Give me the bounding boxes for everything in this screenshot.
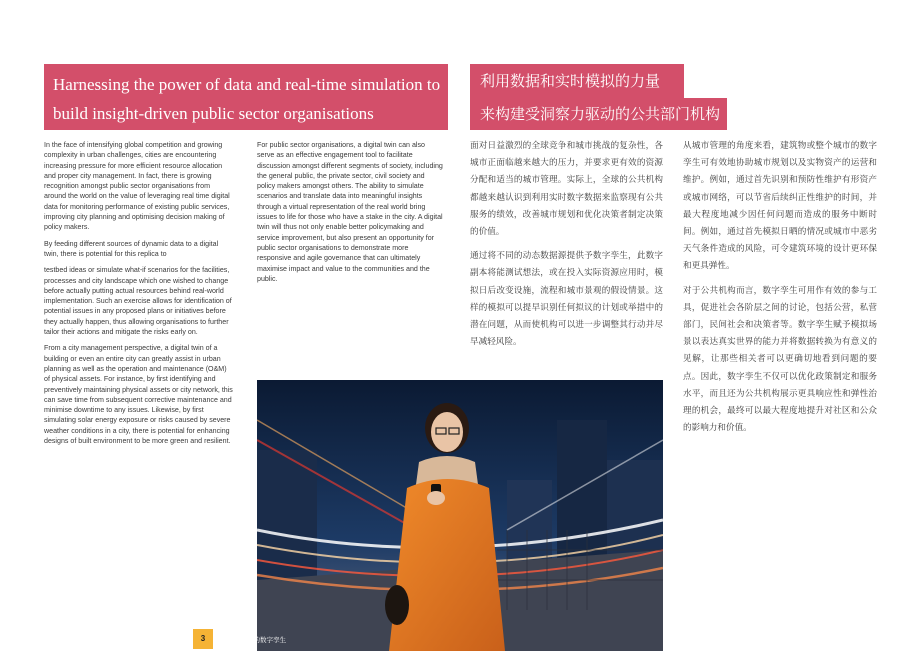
column-english-1 <box>44 140 234 452</box>
title-cn-line1: 利用数据和实时模拟的力量 <box>470 64 684 98</box>
title-cn-line2: 来构建受洞察力驱动的公共部门机构 <box>470 98 727 130</box>
paragraph: For public sector organisations, a digital twin can also serve as an effective engagement tool to facilitate discussion amongst different segments of society, including the general public, the private sector, civil society and policy makers amongst others. The ability to simulate scenarios and translate data into meaningful insights through a virtual representation of the real world bring issues to life for those who have a stake in the city. A digital twin will thus not only enable better policymaking and service improvement, but also present an opportunity for public sector organisations to demonstrate more responsive and agile governance that can ultimately maximise impact and value to the communities and the public. <box>257 141 443 283</box>
paragraph: 面对日益激烈的全球竞争和城市挑战的复杂性，各城市正面临越来越大的压力，并要求更有效的资源分配和适当的城市管理。实际上，全球的公共机构都越来越认识到利用实时数字数据来监察现有公共服务的绩效，改善城市规划和优化决策者制定决策的价值。 <box>470 141 663 238</box>
column-chinese-1 <box>470 138 663 358</box>
title-banner-en <box>44 64 448 130</box>
footer-title-en: Digital Twins in Smart City <box>114 635 190 642</box>
paragraph: In the face of intensifying global competition and growing complexity in urban challenges, cities are encountering increasing pressure for more efficient resource allocation and proper city management. In fact, there is growing recognition amongst public sector organisations from around the world on the value of leveraging real time digital data for monitoring performance of existing public services, improving city planning and optimising decision making of policy makers. <box>44 141 230 232</box>
city-night-photo <box>257 380 663 651</box>
column-english-2 <box>257 140 444 290</box>
title-en-line2: build insight-driven public sector organisations <box>53 104 374 123</box>
paragraph: 对于公共机构而言，数字孪生可用作有效的参与工具，促进社会各阶层之间的讨论，包括公营，私营部门，民间社会和决策者等。数字孪生赋予模拟场景以表达真实世界的能力并将数据转换为有意义的见解，让那些相关者可以更确切地看到问题的要点。因此，数字孪生不仅可以优化政策制定和服务水平，而且还为公共机构展示更具响应性和弹性治理的机会，最终可以最大程度地提升对社区和公众的影响力和价值。 <box>683 285 877 434</box>
page-footer <box>0 627 920 651</box>
paragraph: By feeding different sources of dynamic data to a digital twin, there is potential for this replica to <box>44 239 219 258</box>
footer-title-cn: 智慧城市中的数字孪生 <box>221 636 286 644</box>
paragraph: testbed ideas or simulate what-if scenarios for the facilities, processes and city landscape which one wished to change before actually putting actual resources behind real-world implementation. Such an exercise allows for identification of potential issues in any proposed plans or initiatives before they actually happen, thus allowing organisations to further tailor their actions and mitigate the risks early on. <box>44 266 232 337</box>
column-chinese-2 <box>683 138 877 444</box>
paragraph: 从城市管理的角度来看，建筑物或整个城市的数字孪生可有效地协助城市规划以及实物资产的运营和维护。例如，通过首先识别和预防性维护有形资产或城市网络，可以节省后续纠正性维护的时间，并最大程度地减少因任何问题而造成的服务中断时间。例如，通过首先模拟日晒的情况或城市中恶劣天气条件造成的风险，可令建筑环境的设计更环保和更具弹性。 <box>683 141 877 272</box>
title-en-line1: Harnessing the power of data and real-time simulation to <box>53 75 441 94</box>
paragraph: From a city management perspective, a digital twin of a building or even an entire city can greatly assist in urban planning as well as the operation and maintenance (O&M) of physical assets. For instance, by first identifying and preventively maintaining physical assets or city network, this can save time from subsequent corrective maintenance and minimise downtime to any issues. Likewise, by first simulating solar energy exposure or risks caused by severe weather conditions in a city, there is potential for enhancing designs of built environment to be more green and resilient. <box>44 344 233 446</box>
photo-illustration <box>257 380 663 651</box>
paragraph: 通过将不同的动态数据源提供予数字孪生，此数字副本将能测试想法，或在投入实际资源应用时，模拟日后改变设施，流程和城市景观的假设情景。这样的模拟可以提早识别任何拟议的计划或举措中的潜在问题，从而使机构可以进一步调整其行动并尽早减轻风险。 <box>470 251 663 348</box>
page-number: 3 <box>193 629 213 649</box>
